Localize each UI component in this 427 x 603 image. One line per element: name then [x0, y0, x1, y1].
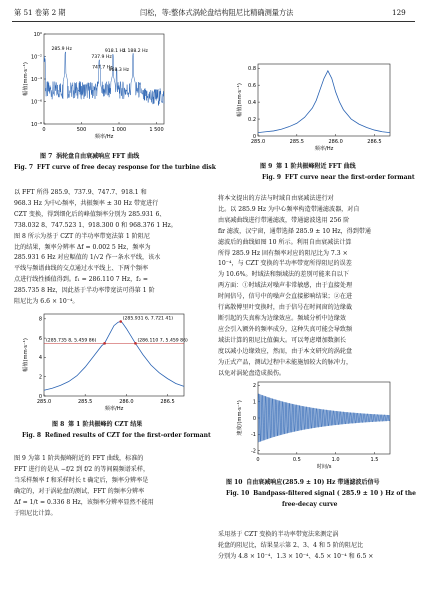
fig9-caption-cn-num: 图 9 [260, 163, 273, 170]
y-axis-label: 幅值(mm·s⁻¹) [23, 62, 29, 96]
right-text-1-line: 所得 285.9 Hz 固有频率对应的阻尼比为 7.3 × [218, 249, 348, 257]
fig9-chart [232, 60, 407, 158]
fig9-caption-cn-text: 第 1 阶共振峰附近 FFT 曲线 [276, 163, 356, 170]
left-text-1-line: 285.931 6 Hz 对应幅值的 1/√2 作一条水平线，该水 [14, 254, 161, 262]
left-text-1-line: 比的结果，频率分辨率 Δf = 0.002 5 Hz，频率为 [14, 243, 151, 251]
x-tick-label: 1.0 [331, 457, 340, 463]
left-paragraph-2 [14, 454, 210, 519]
fig7-caption-cn-num: 图 7 [40, 153, 53, 160]
x-tick-label: 1.5 [370, 457, 379, 463]
journal-volume: 第 51 卷第 2 期 [14, 8, 66, 17]
y-axis-label: 速度/(mm·s⁻¹) [237, 400, 243, 436]
y-tick-label: 0.2 [248, 116, 256, 123]
y-tick-label: 0 [38, 393, 42, 400]
left-text-2-line: Δf = 1/t = 0.336 8 Hz，该频率分辨率显然不能用 [14, 498, 154, 506]
fig8-annotation-label: (285.931 6, 7.721 41) [122, 316, 174, 322]
fig7-peak-label: 285.9 Hz [51, 46, 72, 52]
x-tick-label: 285.0 [36, 399, 52, 405]
x-tick-label: 285.5 [78, 399, 93, 405]
right-text-1-line: 断引起的失真称为边缘效应。频域分析中边缘效 [218, 314, 346, 322]
y-tick-label: 2 [252, 383, 256, 390]
y-tick-label: 10⁻⁶ [30, 99, 42, 106]
x-axis-label: 时间/s [316, 464, 332, 470]
fig7-peak-label: 747.7 Hz [92, 65, 113, 71]
fig7-caption-en [14, 163, 216, 172]
fig10-caption-en-line1: Bandpass-filtered signal ( 285.9 ± 10 ) Hz of the [253, 490, 416, 497]
fig8-caption-cn-num: 图 8 [52, 421, 65, 428]
x-tick-label: 285.0 [250, 139, 266, 145]
left-text-1-line: 平线与频谱曲线的交点通过水平线上、下两个频率 [14, 265, 149, 273]
x-tick-label: 286.0 [119, 399, 134, 405]
y-tick-label: 10⁻⁸ [30, 121, 42, 128]
x-tick-label: 1 500 [149, 127, 164, 133]
fig10-caption-en [226, 489, 416, 498]
x-axis-label: 频率/Hz [94, 134, 114, 140]
x-axis-label: 频率/Hz [104, 406, 124, 412]
running-title: 闫松，等:整体式涡轮盘结构阻尼比精确测量方法 [140, 8, 294, 17]
fig7-peak-label: 1 188.2 Hz [123, 49, 148, 55]
header-rule [12, 21, 415, 22]
right-text-1-line: 以免对涡轮盘造成损伤。 [218, 369, 286, 377]
fig7-spectrum-line [44, 52, 164, 106]
y-axis-label: 幅值(mm·s⁻¹) [237, 83, 243, 117]
right-paragraph-2 [218, 530, 416, 563]
y-tick-label: 0 [252, 415, 256, 422]
fig7-peak-label: 737.9 Hz [91, 54, 112, 60]
x-tick-label: 500 [76, 127, 87, 133]
y-tick-label: 10⁻² [30, 54, 42, 61]
right-text-1-line: 度以减小边缘效应，然而，由于本文研究的涡轮盘 [218, 347, 353, 355]
fig8-annotation-point [134, 342, 137, 345]
right-text-2-line: 分别为 4.8 × 10⁻⁴、1.3 × 10⁻⁴、4.5 × 10⁻⁴ 和 6.5 × [218, 552, 374, 560]
fig9-caption-en [262, 173, 415, 182]
right-text-1-line: fir 滤波，汉宁窗，通带选择 285.9 ± 10 Hz，得到带通 [218, 227, 371, 235]
fig7-chart [12, 28, 212, 148]
fig10-chart [232, 378, 407, 478]
right-text-1-line: 比。以 285.9 Hz 为中心频率构造带通滤波器，对自 [218, 205, 360, 213]
fig8-annotation-point [103, 342, 106, 345]
y-tick-label: 1 [252, 399, 256, 406]
y-tick-label: 6 [38, 335, 42, 342]
fig10-envelope [258, 393, 390, 442]
fig7-peak-label: 918.1 Hz [104, 49, 126, 55]
x-tick-label: 1 000 [111, 127, 127, 133]
y-tick-label: 0.4 [248, 99, 256, 106]
right-text-1-line: 应会引入额外的频率成分，这种失真可能会导致频 [218, 325, 353, 333]
y-tick-label: 0 [252, 133, 256, 140]
left-text-2-line: 于阻尼比计算。 [14, 509, 57, 517]
fig7-caption-en-num: Fig. 7 [14, 164, 34, 171]
fig8-curve [44, 322, 184, 391]
right-text-1-line: 10⁻⁴，与 CZT 变换的半功率带宽所得阻尼的误差 [218, 260, 352, 268]
fig7-caption-cn [40, 152, 139, 161]
plot-frame [258, 64, 390, 136]
right-text-1-line: 为 10.6%。时域法和频域法的差别可能来自以下 [218, 271, 349, 279]
left-text-1-line: 285.735 8 Hz，因此基于半功率带宽法可得第 1 阶 [14, 287, 155, 295]
x-tick-label: 0 [256, 457, 260, 463]
y-axis-label: 幅值(mm·s⁻¹) [23, 338, 29, 372]
x-tick-label: 286.0 [328, 139, 343, 145]
fig9-caption-en-num: Fig. 9 [262, 174, 282, 181]
x-axis-label: 频率/Hz [314, 146, 334, 152]
x-tick-label: 286.5 [160, 399, 175, 405]
left-paragraph-1 [14, 188, 210, 308]
right-text-1-line: 由衰减曲线进行带通滤波，带通滤波选用 256 阶 [218, 216, 350, 224]
right-text-2-line: 采用基于 CZT 变换的半功率带宽法来测定涡 [218, 531, 339, 538]
right-text-1-line: 域法计算的阻尼比值偏大。可以考虑增加数据长 [218, 336, 346, 344]
fig8-annotation-point [119, 320, 122, 323]
left-text-1-line: 738.032 8、747.523 1、918.300 0 和 968.376 1 Hz。 [14, 221, 177, 229]
right-text-1-line: 将本文提出的方法与时域自由衰减法进行对 [218, 195, 334, 202]
right-text-1-line: 行离散傅里叶变换时，由于信号在时间窗的边缘截 [218, 304, 353, 312]
fig8-caption-en [22, 431, 211, 440]
left-text-2-line: 当采样频率 f 和采样时长 t 确定后，频率分辨率是 [14, 476, 149, 484]
y-tick-label: -2 [251, 448, 256, 455]
fig10-caption-cn-text: 自由衰减响应(285.9 ± 10) Hz 带通滤波后信号 [246, 479, 380, 486]
right-text-2-line: 轮盘的阻尼比，结果显示第 2、3、4 和 5 阶的阻尼比 [218, 541, 364, 549]
fig8-chart [12, 308, 212, 420]
fig8-annotation-label: (286.110 7, 5.459 86) [137, 338, 188, 344]
fig8-caption-en-text: Refined results of CZT for the first-order formant [44, 432, 211, 439]
fig8-caption-cn [52, 420, 142, 429]
left-text-1-line: 968.3 Hz 为中心频率，共振频率 ± 30 Hz 带宽进行 [14, 199, 159, 207]
fig10-caption-cn-num: 图 10 [226, 479, 243, 486]
y-tick-label: 4 [38, 355, 42, 362]
y-tick-label: 10⁰ [33, 31, 42, 38]
fig8-caption-cn-text: 第 1 阶共振峰的 CZT 结果 [68, 421, 143, 428]
y-tick-label: 10⁻⁴ [30, 76, 42, 83]
y-tick-label: 8 [38, 316, 42, 323]
left-text-1-line: 图 8 所示为基于 CZT 的半功率带宽法第 1 阶阻尼 [14, 232, 150, 240]
y-tick-label: 0.6 [248, 82, 256, 89]
left-text-2-line: 确定的，对于涡轮盘的测试，FFT 的频率分辨率 [14, 487, 145, 495]
fig9-caption-cn [260, 162, 356, 171]
fig7-caption-cn-text: 涡轮盘自由衰减响应 FFT 曲线 [56, 153, 140, 160]
fig8-annotation-label: (285.735 8, 5.459 86) [46, 338, 97, 344]
fig10-caption-cn [226, 478, 380, 487]
x-tick-label: 286.5 [367, 139, 382, 145]
left-text-1-line: CZT 变换，得到细化后的峰值频率分别为 285.931 6、 [14, 210, 166, 218]
fig7-caption-en-text: FFT curve of free decay response for the turbine disk [36, 164, 216, 171]
fig7-peak-label: 968.3 Hz [108, 67, 130, 73]
left-text-1-line: 以 FFT 所得 285.9、737.9、747.7、918.1 和 [14, 189, 147, 196]
fig9-caption-en-text: FFT curve near the first-order formant [284, 174, 415, 181]
x-tick-label: 0 [42, 127, 46, 133]
left-text-1-line: 点进行线性插值得到。f₁ = 286.110 7 Hz，f₂ = [14, 276, 148, 284]
left-text-2-line: 图 9 为第 1 阶共振峰附近的 FFT 曲线，标准的 [14, 455, 144, 462]
fig10-caption-en-num: Fig. 10 [226, 490, 250, 497]
x-tick-label: 0.5 [292, 457, 301, 463]
left-text-1-line: 阻尼比为 6.6 × 10⁻⁴。 [14, 298, 79, 306]
right-paragraph-1 [218, 194, 416, 379]
left-text-2-line: FFT 进行的是从 −f/2 到 f/2 的等间隔频谱采样， [14, 465, 150, 473]
y-tick-label: 2 [38, 374, 42, 381]
fig10-caption-en-2 [282, 500, 337, 509]
right-text-1-line: 为正式产品，测试过程中未能施加较大的脉冲力， [218, 358, 353, 366]
fig10-caption-en-line2: free-decay curve [282, 501, 338, 508]
fig8-caption-en-num: Fig. 8 [22, 432, 42, 439]
right-text-1-line: 滤波后的曲线如图 10 所示。利用自由衰减法计算 [218, 238, 352, 246]
x-tick-label: 285.5 [289, 139, 304, 145]
y-tick-label: -1 [251, 432, 256, 439]
fig9-curve [258, 71, 390, 133]
page-number: 129 [392, 8, 406, 17]
y-tick-label: 0.8 [248, 66, 256, 73]
right-text-1-line: 时间信号，信号中的噪声会直接影响结果；②在进 [218, 293, 353, 301]
right-text-1-line: 两方面：①时域法对噪声非常敏感，由于直接处理 [218, 282, 353, 290]
